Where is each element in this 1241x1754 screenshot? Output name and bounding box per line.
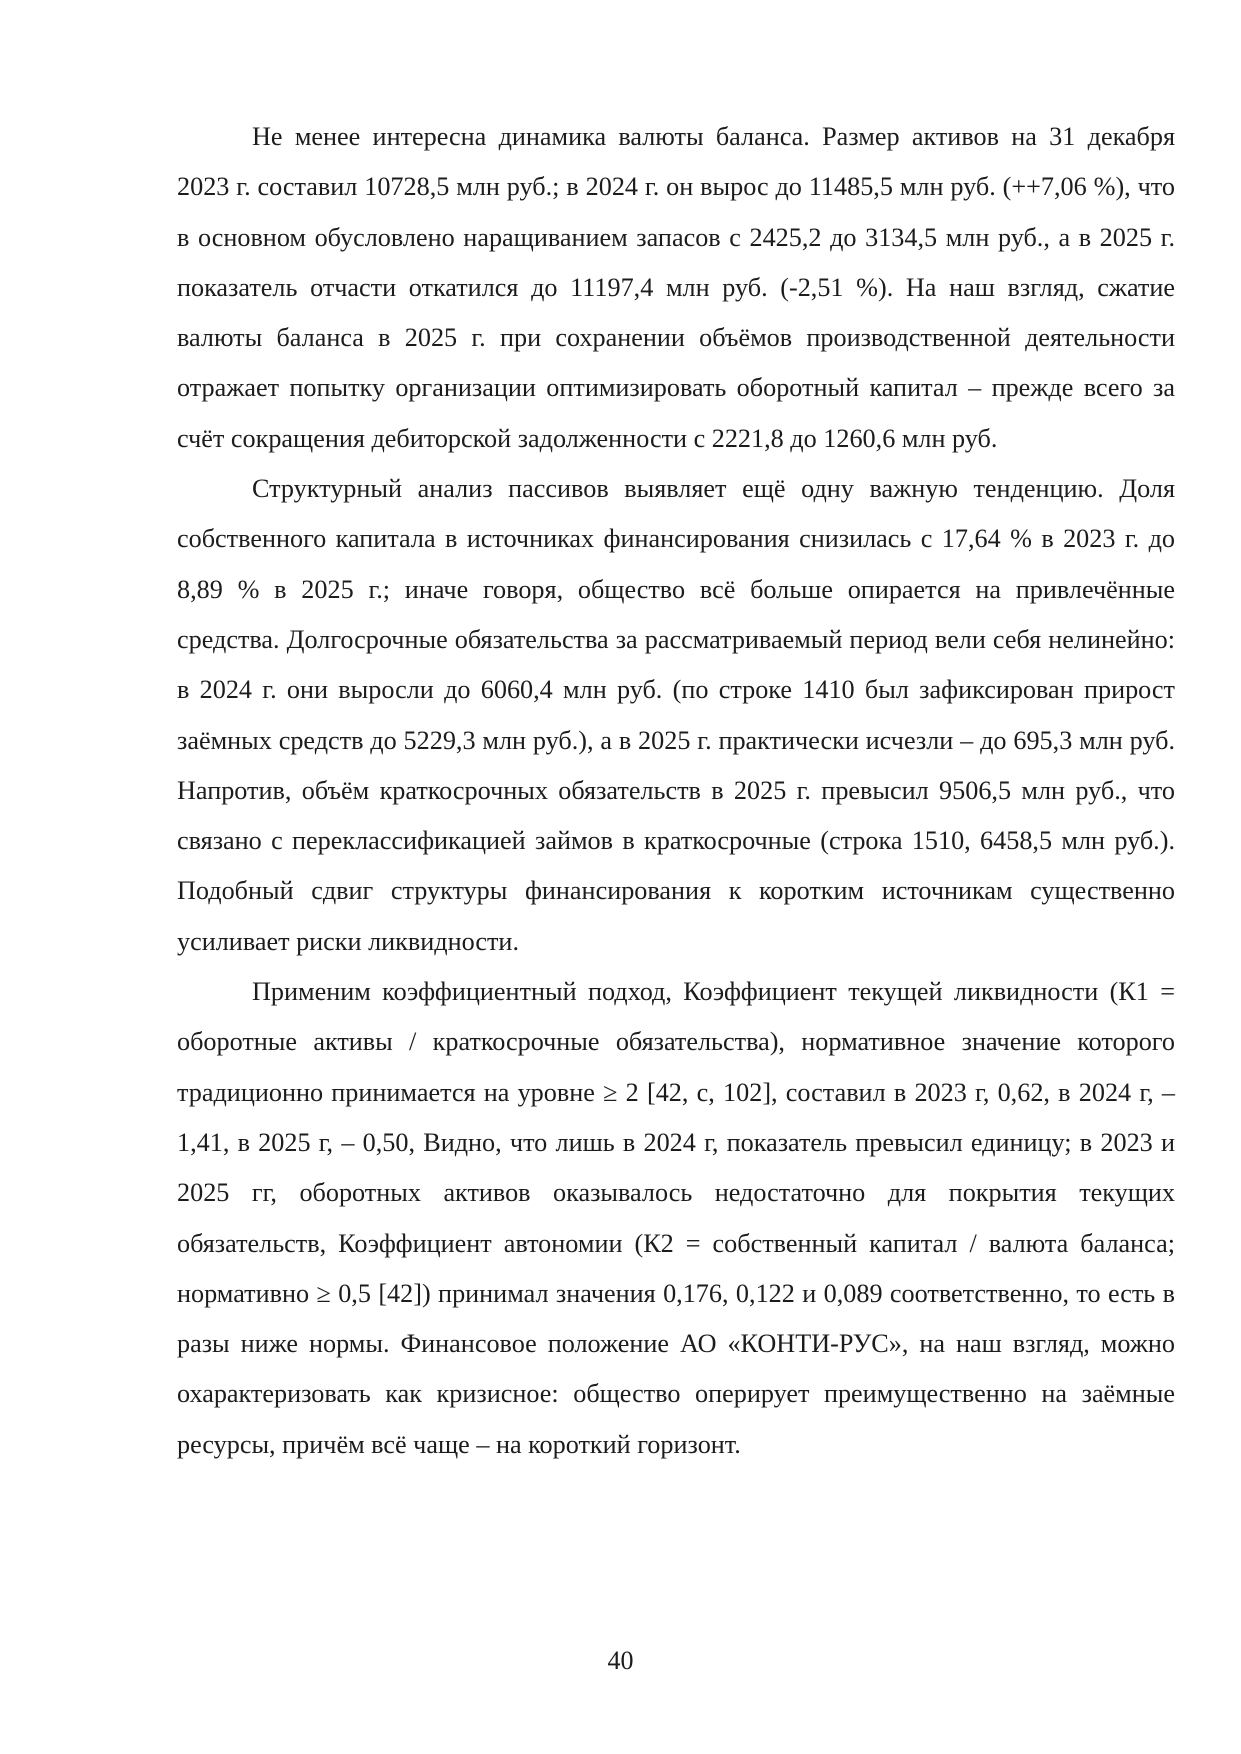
document-body	[177, 112, 1175, 1470]
paragraph-balance-currency: Не менее интересна динамика валюты баланса. Размер активов на 31 декабря 2023 г. составил 10728,5 млн руб.; в 2024 г. он вырос до 11485,5 млн руб. (++7,06 %), что в основном обусловлено наращиванием запасов с 2425,2 до 3134,5 млн руб., а в 2025 г. показатель отчасти откатился до 11197,4 млн руб. (-2,51 %). На наш взгляд, сжатие валюты баланса в 2025 г. при сохранении объёмов производственной деятельности отражает попытку организации оптимизировать оборотный капитал – прежде всего за счёт сокращения дебиторской задолженности с 2221,8 до 1260,6 млн руб.	[177, 122, 1175, 453]
page-number: 40	[607, 1646, 634, 1675]
paragraph-ratio-analysis: Применим коэффициентный подход, Коэффициент текущей ликвидности (К1 = оборотные активы / краткосрочные обязательства), нормативное значение которого традиционно принимается на уровне ≥ 2 [42, с, 102], составил в 2023 г, 0,62, в 2024 г, – 1,41, в 2025 г, – 0,50, Видно, что лишь в 2024 г, показатель превысил единицу; в 2023 и 2025 гг, оборотных активов оказывалось недостаточно для покрытия текущих обязательств, Коэффициент автономии (К2 = собственный капитал / валюта баланса; нормативно ≥ 0,5 [42]) принимал значения 0,176, 0,122 и 0,089 соответственно, то есть в разы ниже нормы. Финансовое положение АО «КОНТИ-РУС», на наш взгляд, можно охарактеризовать как кризисное: общество оперирует преимущественно на заёмные ресурсы, причём всё чаще – на короткий горизонт.	[177, 977, 1175, 1459]
paragraph-liabilities-structure: Структурный анализ пассивов выявляет ещё одну важную тенденцию. Доля собственного капитала в источниках финансирования снизилась с 17,64 % в 2023 г. до 8,89 % в 2025 г.; иначе говоря, общество всё больше опирается на привлечённые средства. Долгосрочные обязательства за рассматриваемый период вели себя нелинейно: в 2024 г. они выросли до 6060,4 млн руб. (по строке 1410 был зафиксирован прирост заёмных средств до 5229,3 млн руб.), а в 2025 г. практически исчезли – до 695,3 млн руб. Напротив, объём краткосрочных обязательств в 2025 г. превысил 9506,5 млн руб., что связано с переклассификацией займов в краткосрочные (строка 1510, 6458,5 млн руб.). Подобный сдвиг структуры финансирования к коротким источникам существенно усиливает риски ликвидности.	[177, 474, 1175, 956]
